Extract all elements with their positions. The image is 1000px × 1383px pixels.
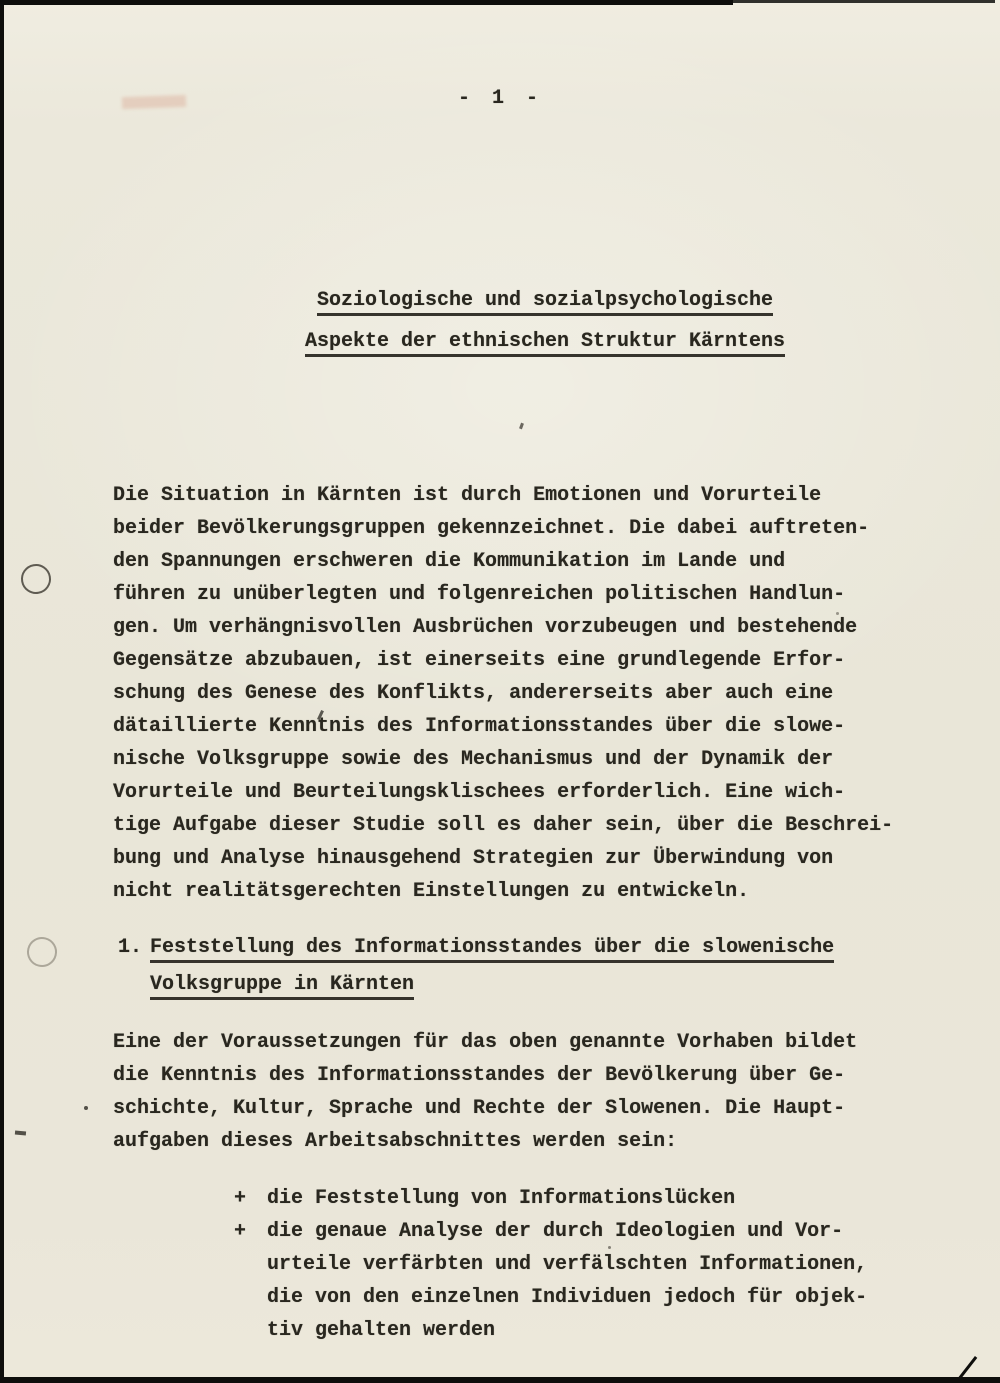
- paragraph-line: tige Aufgabe dieser Studie soll es daher sein, über die Beschrei-: [113, 814, 894, 837]
- bullet-line: tiv gehalten werden: [267, 1319, 496, 1342]
- title-line-text: Soziologische und sozialpsychologische: [317, 289, 773, 316]
- bullet-item: [234, 1187, 867, 1220]
- section-number: 1.: [118, 936, 143, 959]
- paper-speck: [519, 423, 524, 430]
- paragraph-line: Die Situation in Kärnten ist durch Emotionen und Vorurteile: [113, 484, 822, 507]
- bullet-marker: +: [234, 1220, 247, 1243]
- paragraph-line: den Spannungen erschweren die Kommunikation im Lande und: [113, 550, 786, 573]
- section-heading: [118, 936, 834, 1010]
- bullet-line: die genaue Analyse der durch Ideologien und Vor-: [267, 1220, 844, 1243]
- paragraph-line: Gegensätze abzubauen, ist einerseits eine grundlegende Erfor-: [113, 649, 846, 672]
- heading-line-text: Feststellung des Informationsstandes über die slowenische: [150, 936, 834, 963]
- bullet-list: [234, 1187, 867, 1352]
- paragraph-line: Vorurteile und Beurteilungsklischees erforderlich. Eine wich-: [113, 781, 846, 804]
- heading-line-text: Volksgruppe in Kärnten: [150, 973, 414, 1000]
- bullet-item: [234, 1220, 867, 1352]
- margin-dash-mark: [15, 1131, 26, 1135]
- bullet-marker: +: [234, 1187, 247, 1210]
- bullet-line: urteile verfärbten und verfälschten Informationen,: [267, 1253, 868, 1276]
- page-number: - 1 -: [458, 87, 544, 110]
- faded-stamp-mark: [122, 95, 186, 109]
- punch-hole-icon: [19, 562, 54, 597]
- punch-hole-icon: [24, 934, 60, 970]
- paragraph-line: nische Volksgruppe sowie des Mechanismus und der Dynamik der: [113, 748, 834, 771]
- paragraph-line: bung und Analyse hinausgehend Strategien zur Überwindung von: [113, 847, 834, 870]
- paragraph-line: schung des Genese des Konflikts, andererseits aber auch eine: [113, 682, 834, 705]
- paragraph-line: dätaillierte Kenntnis des Informationsstandes über die slowe-: [113, 715, 846, 738]
- section-paragraph: [113, 1031, 857, 1163]
- paragraph-line: führen zu unüberlegten und folgenreichen politischen Handlun-: [113, 583, 846, 606]
- title-line-text: Aspekte der ethnischen Struktur Kärntens: [305, 330, 785, 357]
- intro-paragraph: [113, 484, 893, 913]
- scan-edge-left: [0, 0, 4, 1383]
- document-title: [295, 289, 795, 371]
- paragraph-line: beider Bevölkerungsgruppen gekennzeichnet. Die dabei auftreten-: [113, 517, 870, 540]
- bullet-text: [267, 1220, 867, 1352]
- title-line: [295, 289, 795, 330]
- scan-edge-top-thin: [733, 0, 995, 3]
- title-line: [295, 330, 795, 371]
- bullet-line: die von den einzelnen Individuen jedoch für objek-: [267, 1286, 868, 1309]
- paragraph-line: Eine der Voraussetzungen für das oben genannte Vorhaben bildet: [113, 1031, 858, 1054]
- heading-line: [150, 973, 834, 1010]
- scan-edge-bottom: [0, 1377, 1000, 1383]
- paragraph-line: aufgaben dieses Arbeitsabschnittes werden sein:: [113, 1130, 678, 1153]
- paragraph-line: schichte, Kultur, Sprache und Rechte der Slowenen. Die Haupt-: [113, 1097, 846, 1120]
- paragraph-line: nicht realitätsgerechten Einstellungen zu entwickeln.: [113, 880, 750, 903]
- scan-edge-top: [0, 0, 733, 5]
- paragraph-line: gen. Um verhängnisvollen Ausbrüchen vorzubeugen und bestehende: [113, 616, 858, 639]
- bullet-line: die Feststellung von Informationslücken: [267, 1187, 736, 1210]
- bullet-text: [267, 1187, 735, 1220]
- heading-line: [150, 936, 834, 973]
- paragraph-line: die Kenntnis des Informationsstandes der Bevölkerung über Ge-: [113, 1064, 846, 1087]
- margin-dot-mark: [84, 1106, 88, 1110]
